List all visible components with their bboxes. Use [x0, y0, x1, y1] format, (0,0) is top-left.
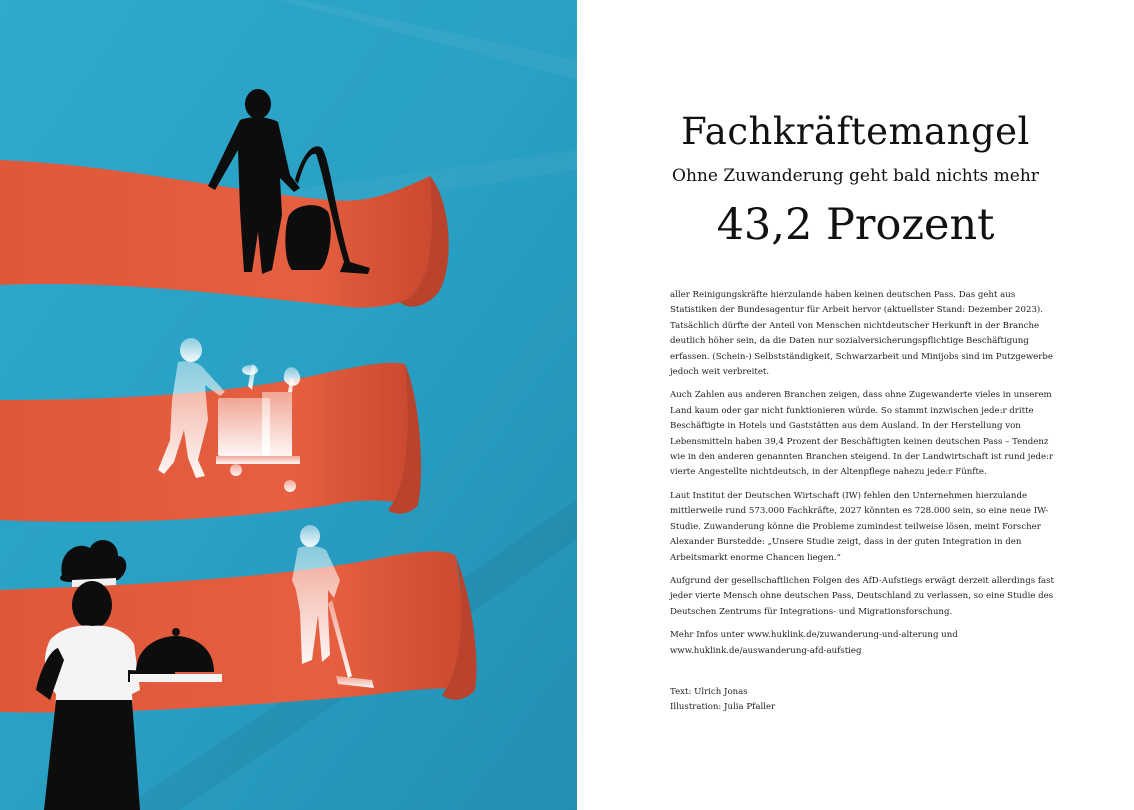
credits — [670, 685, 1062, 716]
body-paragraph: Auch Zahlen aus anderen Branchen zeigen, dass ohne Zugewanderte vieles in unserem Land kaum oder gar nicht funktionieren würde. So stammt inzwischen jede:r dritte Beschäftigte in Hotels und Gaststätten aus dem Ausland. In der Herstellung von Lebensmitteln haben 39,4 Prozent der Beschäftigten keinen deutschen Pass – Tendenz wie in den anderen genannten Branchen steigend. In der Landwirtschaft ist rund jede:r vierte Angestellte nichtdeutsch, in der Altenpflege nahezu jede:r Fünfte. — [670, 390, 1054, 478]
credit-illustrator: Illustration: Julia Pfaller — [670, 702, 776, 713]
more-info-links — [670, 628, 1062, 659]
more-info-link-1[interactable]: Mehr Infos unter www.huklink.de/zuwanderung-und-alterung und — [670, 630, 958, 641]
body-paragraph: Laut Institut der Deutschen Wirtschaft (IW) fehlen den Unternehmen hierzulande mittlerweile rund 573.000 Fachkräfte, 2027 könnten es 728.000 sein, so eine neue IW-Studie. Zuwanderung könne die Probleme zumindest teilweise lösen, meint Forscher Alexander Burstedde: „Unsere Studie zeigt, dass in der guten Integration in den Arbeitsmarkt enorme Chancen liegen.“ — [670, 490, 1049, 563]
body-paragraph: Aufgrund der gesellschaftlichen Folgen des AfD-Aufstiegs erwägt derzeit allerdings fast jeder vierte Mensch ohne deutschen Pass, Deutschland zu verlassen, so eine Studie des Deutschen Zentrums für Integrations- und Migrationsforschung. — [670, 575, 1055, 617]
credit-text-author: Text: Ulrich Jonas — [670, 686, 748, 697]
headline-statistic: 43,2 Prozent — [716, 200, 995, 250]
article-body — [670, 288, 1062, 724]
text-page — [577, 0, 1134, 810]
article-title: Fachkräftemangel — [681, 110, 1030, 153]
article-subtitle: Ohne Zuwanderung geht bald nichts mehr — [672, 166, 1039, 186]
body-paragraph: aller Reinigungskräfte hierzulande haben keinen deutschen Pass. Das geht aus Statistiken der Bundesagentur für Arbeit hervor (aktuellster Stand: Dezember 2023). Tatsächlich dürfte der Anteil von Menschen nichtdeutscher Herkunft in der Branche deutlich höher sein, da die Daten nur sozialversicherungspflichtige Beschäftigung erfassen. (Schein-) Selbstständigkeit, Schwarzarbeit und Minijobs sind im Putzgewerbe jedoch weit verbreitet. — [670, 290, 1053, 378]
more-info-link-2[interactable]: www.huklink.de/auswanderung-afd-aufstieg — [670, 645, 862, 656]
